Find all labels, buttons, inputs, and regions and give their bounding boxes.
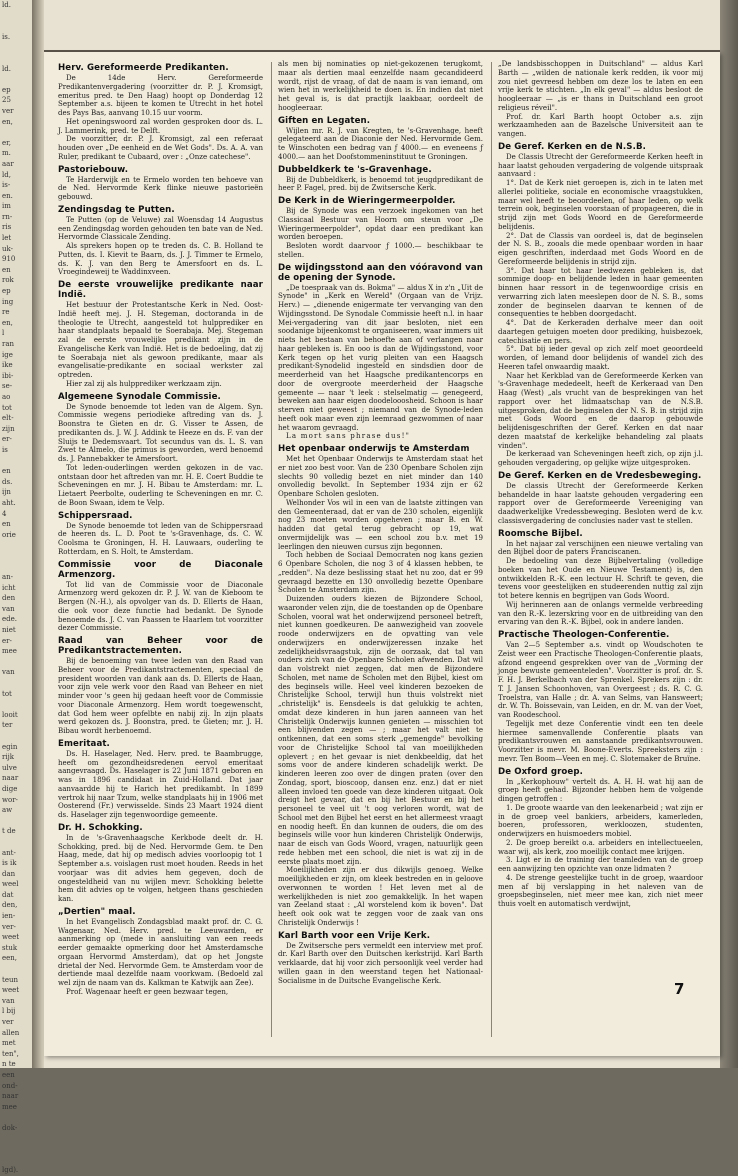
previous-page-fragment: 25 [2, 96, 11, 105]
book-gutter [32, 0, 44, 1068]
previous-page-fragment: orie [2, 530, 16, 539]
previous-page-fragment: ulve [2, 763, 17, 772]
previous-page-fragment: ep [2, 85, 11, 94]
previous-page-fragment: l bij [2, 1007, 16, 1016]
article-paragraph: 4. De strenge geestelijke tucht in de groep, waardoor men af bij verslapping in het naleven van de groepsbeginselen, niet meer mee kan, zich niet meer thuis voelt en automatisch verdwijnt, [498, 872, 703, 908]
previous-page-fragment: is. [2, 32, 11, 41]
article-paragraph: Als sprekers hopen op te treden ds. C. B. Holland te Putten, ds. I. Kievit te Baarn, ds. J. J. Timmer te Ermelo, ds. K. J. van den Berg te Amersfoort en ds. L. Vroegindeweij te Waddinxveen. [58, 241, 263, 277]
previous-page-fragment: aar [2, 159, 14, 168]
previous-page-fragment [0, 42, 32, 53]
article-paragraph: 1. De groote waarde van den leekenarbeid ; wat zijn er in de groep veel bankiers, arbeiders, kamerleden, boeren, professoren, werkloozen, studenten, onderwijzers en huismoeders mobiel. [498, 802, 703, 838]
article-heading: De Geref. Kerken en de N.S.B. [498, 141, 646, 152]
previous-page-fragment: met [2, 1039, 16, 1048]
article-paragraph: Bij de benoeming van twee leden van den Raad van Beheer voor de Predikantstractementen, speciaal de president woorden van dank aan ds. D. Ellerts de Haan, voor zijn vele werk voor den Raad van Beheer en niet minder voor 's geen hij gedaan heeft voor de Commissie voor Diaconale Armenzorg. Hem wordt toegewenscht, dat God hem weer opfelbte en nabij zij. In zijn plaats werd gekozen ds. J. Boonstra, pred. te Gieten; mr. J. H. Bibau wordt herbenoemd. [58, 656, 263, 735]
article-paragraph: „De landsbisschoppen in Duitschland" — aldus Karl Barth — „wilden de nationale kerk redden, ik voor mij zou niet gevreesd hebben om deze los te laten en een vrije kerk te stichten. „In elk geval" — aldus besloot de hoogleeraar — „is er thans in Duitschland een groot religieus réveil". [498, 59, 703, 112]
article-paragraph: Wij herinneren aan de onlangs vermelde verbreeding van den R.-K. lezerskring voor en de uitbreiding van den ervaring van den R.-K. Bijbel, ook in andere landen. [498, 599, 703, 627]
previous-page-fragment: stuk [2, 943, 18, 952]
article-heading: De wijdingsstond aan den vóóravond van de opening der Synode. [278, 262, 483, 283]
previous-page-fragment: ibi- [2, 371, 14, 380]
previous-page-fragment: rn- [2, 212, 13, 221]
article-heading: De Oxford groep. [498, 766, 583, 777]
previous-page-fragment: van [2, 996, 15, 1005]
column-1 [58, 60, 263, 1040]
previous-page-fragment: lgd). [2, 1166, 19, 1175]
article-heading: De Kerk in de Wieringermeerpolder. [278, 196, 456, 206]
previous-page-fragment: van [2, 604, 15, 613]
article-heading: Herv. Gereformeerde Predikanten. [58, 63, 229, 73]
article-heading: Zendingsdag te Putten. [58, 204, 175, 215]
previous-page-fragment: n te [2, 1060, 16, 1069]
article-paragraph: De classis Utrecht der Gereformeerde Kerken behandelde in haar laatste gehouden vergadering een rapport over de Gereformeerde Vereeniging van daadwerkelijke Vredessbeweging. Besloten werd de k.v. classisvergadering de conclusies nader vast te stellen. [498, 480, 703, 525]
previous-page-fragment: een [2, 1070, 15, 1079]
previous-page-fragment: rok [2, 276, 14, 285]
previous-page-fragment: en [2, 520, 11, 529]
previous-page-fragment: ver [2, 106, 14, 115]
previous-page-fragment: is ik [2, 859, 17, 868]
article-heading: Dr. H. Schokking. [58, 822, 143, 833]
previous-page-fragment: ao [2, 392, 11, 401]
previous-page-fragment: ds. [2, 477, 13, 486]
article-paragraph: Hier zal zij als hulpprediker werkzaam zijn. [66, 378, 222, 388]
previous-page-fragment: ien- [2, 912, 16, 921]
article-paragraph: Het bestuur der Protestantsche Kerk in Ned. Oost-Indië heeft mej. J. H. Stegeman, doctoranda in de theologie te Utrecht, aangesteld tot hulpprediker en haar standplaats bepaald te Soerabaja. Mej. Stegeman zal de eerste vrouwelijke predikant zijn in de Evangelische Kerk van Indië. Het is de bedoeling, dat zij te Soerabaja niet als gewoon predikante, maar als evangelisatie-predikante en sociaal werkster zal optreden. [58, 300, 263, 379]
previous-page-fragment: allen [2, 1028, 20, 1037]
article-heading: Pastoriebouw. [58, 164, 129, 175]
previous-page-fragment: let [2, 234, 12, 243]
previous-page-fragment: ld. [2, 1, 11, 9]
previous-page-fragment: ede. [2, 615, 17, 624]
article-paragraph: Te Harderwijk en te Ermelo worden ten behoeve van de Ned. Hervormde Kerk flinke nieuwe pastorieën gebouwd. [58, 174, 263, 201]
previous-page-fragment: ten", [2, 1049, 19, 1058]
previous-page-fragment [0, 1155, 32, 1166]
previous-page-fragment: 910 [2, 255, 16, 264]
previous-page-fragment: en. [2, 191, 13, 200]
article-paragraph: In de 's-Gravenhaagsche Kerkbode deelt dr. H. Schokking, pred. bij de Ned. Hervormde Gem. te Den Haag, mede, dat hij op medisch advies voorloopig tot 1 September a.s. voislagen rust moet houden. Reeds in het voorjaar was dit advies hem gegeven, doch de ongesteldheid van nu wijlen mevr. Schokking belette hem dit advies op te volgen, hetgeen thans geschieden kan. [58, 832, 263, 903]
previous-page-fragment: tot [2, 689, 12, 698]
column-divider [271, 62, 272, 1037]
article-heading: Raad van Beheer voor de Predikantstractementen. [58, 636, 263, 656]
article-paragraph: De 14de Herv. Gereformeerde Predikantenvergadering (voorzitter dr. P. J. Kromsigt, emeritus pred. te Den Haag) hoopt op Donderdag 12 September a.s. bijeen te komen te Utrecht in het hotel des Pays Bas, aanvang 10.15 uur voorm. [58, 73, 263, 117]
column-2 [278, 60, 483, 1040]
article-paragraph: 5°. Dat bij ieder geval op zich zelf moet geoordeeld worden, of lemand door belijdenis of wandel zich des Heeren tafel onwaardig maakt. [498, 344, 703, 371]
article-paragraph: 4°. Dat de Kerkeraden derhalve meer dan ooit daartegen getuigen moeten door prediking, huisbezoek, catechisatie en pers. [498, 318, 703, 345]
article-paragraph: Besloten wordt daarvoor ƒ 1000.— beschikbaar te stellen. [278, 241, 483, 259]
article-paragraph: Bij de Dubbeldkerk, is benoemd tot jeugdpredikant de heer P. Fagel, pred. bij de Zwitsersche Kerk. [278, 174, 483, 193]
previous-page-fragment: elt- [2, 414, 14, 423]
article-paragraph: De bedoeling van deze Bijbelvertaling (volledige boeken van het Oude en Nieuwe Testament) is, den ontwikkelden R.-K. een lectuur H. Schrift te geven, die tevens voor geestelijken en studeerenden nuttig zal zijn tot betere kennis en begrijpen van Gods Woord. [498, 556, 703, 600]
article-paragraph: Tegelijk met deze Conferentie vindt een ten deele hiermee samenvallende Conferentie plaats van predikantsvrouwen en aanstaande predikantsvrouwen. Voorzitter is mevr. M. Boone-Everts. Spreeksters zijn : mevr. Ten Boom—Veen en mej. C. Slotemaker de Bruïne. [498, 718, 703, 763]
previous-page-fragment: rijk [2, 753, 14, 762]
article-paragraph: „De toespraak van ds. Bokma" — aldus X in z'n „Uit de Synode" in „Kerk en Wereld" (Orgaan van de Vrijz. Herv.) — „dienende enigermate ter vervanging van den Wijdingsstond. De Synodale Commissie heeft n.l. in haar Mei-vergadering van dit jaar besloten, niet een soodanige bijeenkomst te organiseeren, waar immers uit niets het bestaan van behoefte aan of verlangen naar haar gebleken is. En ooo is dan de Wijdingsstond, voor Kerk tegen op het vurig pleiten van een Haagsch predikant-Synodelid ingesteld en sindsdien door de meerderheid van het Haagsche predikantencorps en door de overgroote meerderheid der Haagsche gemeente — naar 't leek : stelselmatig — genegeerd, beweken aan haar eigen doodelooosheid. Schoon is haar sterven niet geweest ; niemand van de Synode-leden heeft ook maar even zijn leemraad gezwommen of naar het waarom gevraagd. [278, 282, 483, 432]
article-heading: Practische Theologen-Conferentie. [498, 630, 670, 640]
previous-page-fragment [0, 678, 32, 689]
previous-page-fragment: ing [2, 297, 14, 306]
newspaper-page [44, 52, 720, 1056]
previous-page-fragment [0, 816, 32, 827]
article-paragraph: Ds. H. Haselager, Ned. Herv. pred. te Baambrugge, heeft om gezondheidsredenen eervol emeritaat aangevraagd. Ds. Haselager is 22 Juni 1871 geboren en was in 1896 candidaat in Zuid-Holland. Dat jaar aanvaardde hij te Harich het predikambt. In 1899 vertrok hij naar Tzum, welke standplaats hij in 1906 met Oosterend (Fr.) verwisselde. Sinds 23 Maart 1924 dient ds. Haselager zijn tegenwoordige gemeente. [58, 748, 263, 819]
previous-page-edge [0, 0, 34, 1175]
previous-page-fragment [0, 657, 32, 668]
previous-page-fragment [0, 561, 32, 572]
previous-page-fragment [0, 74, 32, 85]
previous-page-fragment: wor- [2, 795, 18, 804]
article-paragraph: als men bij nominaties op niet-gekozenen terugkomt, maar als dertien maal eenzelfde naam gecandideerd wordt, rijst de vraag, of dat de naam is van iemand, om wien het in werkelijkheid te doen is. En indien dat niet het geval is, is dat practijk laakbaar, oordeelt de hoogleeraar. [278, 59, 483, 112]
article-paragraph: Prof. Wagenaar heeft er geen bezwaar tegen, [66, 986, 229, 996]
previous-page-fragment: se- [2, 382, 13, 391]
previous-page-fragment: t de [2, 827, 16, 836]
previous-page-fragment [0, 127, 32, 138]
article-paragraph: In het Evangelisch Zondagsblad maakt prof. dr. C. G. Wagenaar, Ned. Herv. pred. te Leeuwarden, er aanmerking op (mede in aansluiting van een reeds eerder gemaakte opmerking door het Amsterdamsche orgaan Hervormd Amsterdam), dat op het Jongste drietal der Ned. Hervormde Gem. te Amsterdam voor de dertiende maal dezelfde naam voorkwam. (Bedoeld zal wel zijn de naam van ds. Kalkman te Katwijk aan Zee). [58, 916, 263, 987]
previous-page-fragment [0, 731, 32, 742]
previous-page-fragment: ant- [2, 848, 16, 857]
previous-page-fragment: den [2, 594, 16, 603]
previous-page-fragment: is- [2, 181, 11, 190]
article-paragraph: Duizenden ouders kiezen de Bijzondere School, waaronder velen zijn, die de toestanden op de Openbare Scholen, vooral wat het onderwijzend personeel betreft, niet kunnen goedkeuren. De aanwezigheid van zoovele roode onderwijzers en de opvatting van vele onderwijzers en onderwijzeressen inzake het zedelijkheidsvraagstuk, zijn de oorzaak, dat tal van ouders zich van de Openbare Scholen afwenden. Dat wil dan volstrekt niet zeggen, dat men de Bijzondere Scholen, met name de Scholen met den Bijbel, kiest om des beginsels wille. Heel veel kinderen bezoeken de Christelijke School, terwijl hun thuis volstrekt niet „christelijk" is. Eensdeels is dat gelukkig te achten, omdat deze kinderen in hun jaren aanneen van het Christelijk Onderwijs kunnen genieten — misschien tot een blijvenden zegen — ; maar het valt niet te ontkennen, dat een soms sterk „gemengde" bevolking voor de Christelijke School tal van moeilijkheden oplevert ; en het gevaar is niet denkbeeldig, dat het soms voor de andere kinderen schadelijk werkt. De kinderen leeren zoo over de dingen praten (over den Zondag, sport, bioscoop, dansen enz. enz.) dat er niet alleen invloed ten goede van deze kinderen uitgaat. Ook dreigt het gevaar, dat en bij het Bestuur en bij het personeel te veel uit 't oog verloren wordt, wat de School met den Bijbel het eerst en het allermeest vraagt en noodig heeft. En dan kunnen de ouders, die om des beginsels wille voor hun kinderen Christelijk Onderwijs, naar de eisch van Gods Woord, vragen, natuurlijk geen rede hebben met een school, die niet is wat zij in de eerste plaats moet zijn. [278, 594, 483, 866]
article-paragraph: Met het Openbaar Onderwijs te Amsterdam staat het er niet zoo best voor. Van de 230 Openbare Scholen zijn slechts 90 volledig bezet en niet minder dan 140 onvolledig bevolkt. In September 1934 zijn er 62 Openbare Scholen gesloten. [278, 454, 483, 498]
previous-page-fragment: re [2, 308, 10, 317]
previous-page-fragment: mee [2, 647, 17, 656]
article-heading: De eerste vrouwelijke predikante naar Indië. [58, 280, 263, 300]
article-heading: Emeritaat. [58, 738, 110, 749]
previous-page-fragment: van [2, 668, 15, 677]
previous-page-fragment: er, [2, 138, 11, 147]
previous-page-fragment: ris [2, 223, 12, 232]
previous-page-fragment: ige [2, 350, 13, 359]
previous-page-fragment: ep [2, 287, 11, 296]
article-paragraph: Naar het Kerkblad van de Gereformeerde Kerken van 's-Gravenhage mededeelt, heeft de Kerkeraad van Den Haag (West) „als vrucht van de besprekingen van het rapport over het lidmaatschap van de N.S.B. uitgesproken, dat de beginselen der N. S. B. in strijd zijn met Gods Woord en de daarop gebouwde belijdenisgeschriften der Geref. Kerken en dat naar dezen maatstaf de kerkelijke behandeling zal plaats vinden". [498, 370, 703, 450]
previous-page-fragment: im [2, 202, 11, 211]
previous-page-fragment: naar [2, 1092, 19, 1101]
previous-page-fragment: zijn [2, 424, 15, 433]
article-heading: Dubbeldkerk te 's-Gravenhage. [278, 164, 432, 175]
previous-page-fragment: aw [2, 806, 13, 815]
article-paragraph: 2°. Dat de Classis van oordeel is, dat de beginselen der N. S. B., zooals die mede openbaar worden in haar eigen geschriften, inderdaad met Gods Woord en de Gereformeerde belijdenis in strijd zijn. [498, 230, 703, 266]
previous-page-fragment: ijn [2, 488, 11, 497]
article-paragraph: De Synode benoemde tot leden van de Algem. Syn. Commissie wegens periodieke aftreding van ds. J. Boonstra te Gieten en dr. G. Visser te Assen, de predikanten ds. J. W. J. Addink te Heeze en ds. F. van der Sluijs te Dedemsvaart. Tot secundus van ds. L. S. van Zwet te Almelo, die primus is geworden, werd benoemd ds. J. Pannebakker te Amersfoort. [58, 401, 263, 463]
article-paragraph: 1°. Dat de Kerk niet geroepen is, zich in te laten met allerlei politieke, sociale en economische vraagstukken, maar wel heeft te beoordeelen, of haar leden, op welk terrein ook, beginselen voorstaan of propageeren, die in strijd zijn met Gods Woord en de Gereformeerde belijdenis. [498, 178, 703, 231]
previous-page-fragment: dige [2, 784, 18, 793]
article-paragraph: In „Kerkophouw" vertelt ds. A. H. H. wat hij aan de groep heeft gehad. Bijzonder hebben hem de volgende dingen getroffen : [498, 776, 703, 803]
previous-page-fragment: aht. [2, 498, 16, 507]
previous-page-fragment: weel [2, 880, 19, 889]
previous-page-fragment [0, 1112, 32, 1123]
article-heading: Karl Barth voor een Vrije Kerk. [278, 930, 431, 941]
previous-page-fragment [0, 53, 32, 64]
previous-page-fragment: ver- [2, 922, 16, 931]
previous-page-fragment [0, 456, 32, 467]
article-paragraph: De Classis Utrecht der Gereformeerde Kerken heeft in haar laatst gehouden vergadering de volgende uitspraak aanvaard : [498, 151, 703, 179]
previous-page-fragment: icht [2, 583, 16, 592]
previous-page-fragment: een, [2, 954, 18, 963]
article-paragraph: De kerkeraad van Scheveningen heeft zich, op zijn j.l. gehouden vergadering, op gelijke wijze uitgesproken. [498, 449, 703, 467]
previous-page-fragment: er- [2, 636, 12, 645]
article-paragraph: Het openingswoord zal worden gesproken door ds. L. J. Lammerink, pred. te Delft. [58, 116, 263, 135]
previous-page-fragment: en, [2, 117, 13, 126]
previous-page-fragment: ter [2, 721, 13, 730]
article-paragraph: Van 2—5 September a.s. vindt op Woudschoten te Zeist weer een Practische Theologen-Conferentie plaats, afzond engeend gesprekken over van de „Vorming der jonge bewuste gemeenteleden". Voorzitter is prof. dr. S. F. H. J. Berkelbach van der Sprenkel. Sprekers zijn : dr. T. J. Jansen Schoonhoven, van Overgeest ; ds. R. C. G. Troelstra, van Halle ; dr. A. van Selms, van Hansweert; dr. W. Th. Boissevain, van Leiden, en dr. M. van der Voet, van Roodeschool. [498, 640, 703, 719]
previous-page-fragment [0, 1134, 32, 1145]
article-paragraph: De Zwitsersche pers vermeldt een interview met prof. dr. Karl Barth over den Duitschen kerkstrijd. Karl Barth verklaarde, dat hij voor zich persoonlijk veel verder had willen gaan in den weerstand tegen het Nationaal-Socialisme in de Duitsche Evangelische Kerk. [278, 940, 483, 985]
previous-page-fragment [0, 837, 32, 848]
previous-page-fragment: uk- [2, 244, 13, 253]
article-paragraph: 2. De groep bereikt o.a. arbeiders en intellectueelen, waar wij, als kerk, zoo moeilijk contact mee krijgen. [498, 837, 703, 856]
article-paragraph: Tot lid van de Commissie voor de Diaconale Armenzorg werd gekozen dr. P. J. W. van de Kieboom te Bergen (N.-H.), als opvolger van ds. D. Ellerts de Haan, die ook voor deze functie had bedankt. De Synode benoemde ds. J. C. van Paassen te Haarlem tot voorzitter dezer Commissie. [58, 579, 263, 633]
previous-page-fragment [0, 551, 32, 562]
previous-page-fragment: mee [2, 1102, 17, 1111]
article-paragraph: 3. Ligt er in de training der teamleden van de groep een aanwijzing ten opzichte van onze lidmaten ? [498, 855, 703, 873]
article-paragraph: Welhonder Vos wil in een van de laatste zittingen van den Gemeenteraad, dat er van de 230 scholen, eigenlijk nog 23 moeten worden opgeheven ; maar B. en W. hadden dat getal terug gebracht op 19, wat onvermijdelijk was — een school zou b.v. met 19 leerlingen den nieuwen cursus zijn begonnen. [278, 497, 483, 551]
article-paragraph: Moeilijkheden zijn er dus dikwijls genoeg. Welke moeilijkheden er zijn, om kleek bestreden en in geloove overwonnen te worden ! Het leven met al de werkelijkheden is niet zoo gemakkelijk. In het wapen van Zeeland staat : „Al worstelend kom ik boven". Dat heeft ook ook wat te zeggen voor de zaak van ons Christelijk Onderwijs ! [278, 865, 483, 927]
article-paragraph: Wijlen mr. R. J. van Kregten, te 's-Gravenhage, heeft gelegateerd aan de Diaconie der Ned. Hervormde Gem. te Winschoten een bedrag van ƒ 4000.— en eveneens ƒ 4000.— aan het Doofstommeninstituut te Groningen. [278, 125, 483, 161]
previous-page-fragment: m. [2, 149, 11, 158]
right-page-edge [720, 0, 738, 1068]
previous-page-fragment [0, 1144, 32, 1155]
previous-page-fragment: l [2, 329, 5, 338]
article-paragraph: De Synode benoemde tot leden van de Schippersraad de heeren ds. L. D. Poot te 's-Gravenhage, ds. C. W. Coolsma te Groningen, H. H. Lauwaars, ouderling te Rotterdam, en S. Holt, te Amsterdam. [58, 520, 263, 556]
previous-page-fragment: an- [2, 573, 14, 582]
page-number: 7 [674, 980, 685, 998]
previous-page-fragment: egin [2, 742, 18, 751]
previous-page-fragment: is [2, 445, 8, 454]
article-paragraph: De voorzitter, dr. P. J. Kromsigt, zal een referaat houden over „De eenheid en de Wet Gods". Ds. A. A. van Ruler, predikant te Cubaard, over : „Onze catechese". [58, 134, 263, 161]
previous-page-fragment: dat [2, 890, 14, 899]
previous-page-fragment: 4 [2, 509, 7, 518]
article-paragraph: Prof. dr. Karl Barth hoopt October a.s. zijn werkzaamheden aan de Bazelsche Universiteit aan te vangen. [498, 111, 703, 138]
previous-page-fragment: ran [2, 340, 15, 348]
previous-page-fragment [0, 699, 32, 710]
previous-page-fragment: er- [2, 435, 12, 444]
article-heading: Commissie voor de Diaconale Armenzorg. [58, 559, 263, 580]
previous-page-fragment: looit [2, 710, 18, 719]
previous-page-fragment: en, [2, 318, 13, 327]
previous-page-fragment: ond- [2, 1081, 18, 1090]
article-paragraph: In het najaar zal verschijnen een nieuwe vertaling van den Bijbel door de paters Franciscanen. [498, 538, 703, 557]
previous-page-fragment: en [2, 265, 11, 274]
previous-page-fragment: niet [2, 626, 16, 635]
previous-page-fragment [0, 540, 32, 551]
previous-page-fragment: den, [2, 901, 18, 910]
article-paragraph: Tot leden-ouderlingen werden gekozen in de vac. ontstaan door het aftreden van mr. H. E. Coert Buddie te Scheveningen en mr. J. H. Bibau te Amsterdam: mr. L. Lietaert Peerbolte, ouderling te Scheveningen en mr. C. de Boon Swaan, idem te Velp. [58, 462, 263, 507]
article-paragraph: Toch hebben de Sociaal Democraten nog kans gezien 6 Openbare Scholen, die nog 3 of 4 klassen hebben, te „redden". Na deze beslissing staat het nu zoo, dat er 99 gevraagd bezette en 130 onvolledig bezette Openbare Scholen te Amsterdam zijn. [278, 550, 483, 595]
article-heading: De Geref. Kerken en de Vredesbeweging. [498, 470, 702, 481]
previous-page-fragment: weet [2, 933, 20, 942]
previous-page-fragment: ld, [2, 170, 11, 179]
article-heading: Giften en Legaten. [278, 115, 371, 126]
previous-page-fragment: en [2, 467, 11, 476]
previous-page-fragment: dan [2, 869, 16, 878]
previous-page-fragment [0, 21, 32, 32]
previous-page-fragment: dok- [2, 1123, 18, 1132]
article-heading: Roomsche Bijbel. [498, 528, 583, 539]
column-3 [498, 60, 703, 990]
previous-page-fragment [0, 964, 32, 975]
article-paragraph: Bij de Synode was een verzoek ingekomen van het Classicaal Bestuur van Hoorn om steun voor „De Wieringermeerpolder", opdat daar een predikant kan worden beroepen. [278, 206, 483, 242]
previous-page-fragment: ike [2, 361, 13, 370]
previous-page-fragment: ver [2, 1018, 14, 1026]
article-heading: Algemeene Synodale Commissie. [58, 391, 221, 402]
article-paragraph: La mort sans phrase dus!" [286, 431, 411, 441]
previous-page-fragment: ld. [2, 64, 11, 73]
article-heading: Schippersraad. [58, 510, 133, 521]
previous-page-fragment: naar [2, 774, 19, 783]
previous-page-fragment: weet [2, 986, 20, 995]
article-paragraph: 3°. Dat haar tot haar leedwezen gebleken is, dat sommige doop- en belijdende leden in haar gemeenten binnen haar ressort in de tegenwoordige crisis en verwarring zich laten meeslepen door de N. S. B., soms zonder de beginselen daarvan te kennen of de consequenties te hebben doorgedacht. [498, 265, 703, 319]
article-heading: Het openbaar onderwijs te Amsterdam [278, 444, 470, 454]
previous-page-fragment: tot [2, 403, 12, 412]
previous-page-fragment [0, 11, 32, 22]
previous-page-fragment: teun [2, 975, 18, 984]
article-paragraph: Te Putten (op de Veluwe) zal Woensdag 14 Augustus een Zendingsdag worden gehouden ten bate van de Ned. Hervormde Classicale Zending. [58, 214, 263, 242]
column-divider [491, 62, 492, 1037]
article-heading: „Dertien" maal. [58, 906, 136, 917]
